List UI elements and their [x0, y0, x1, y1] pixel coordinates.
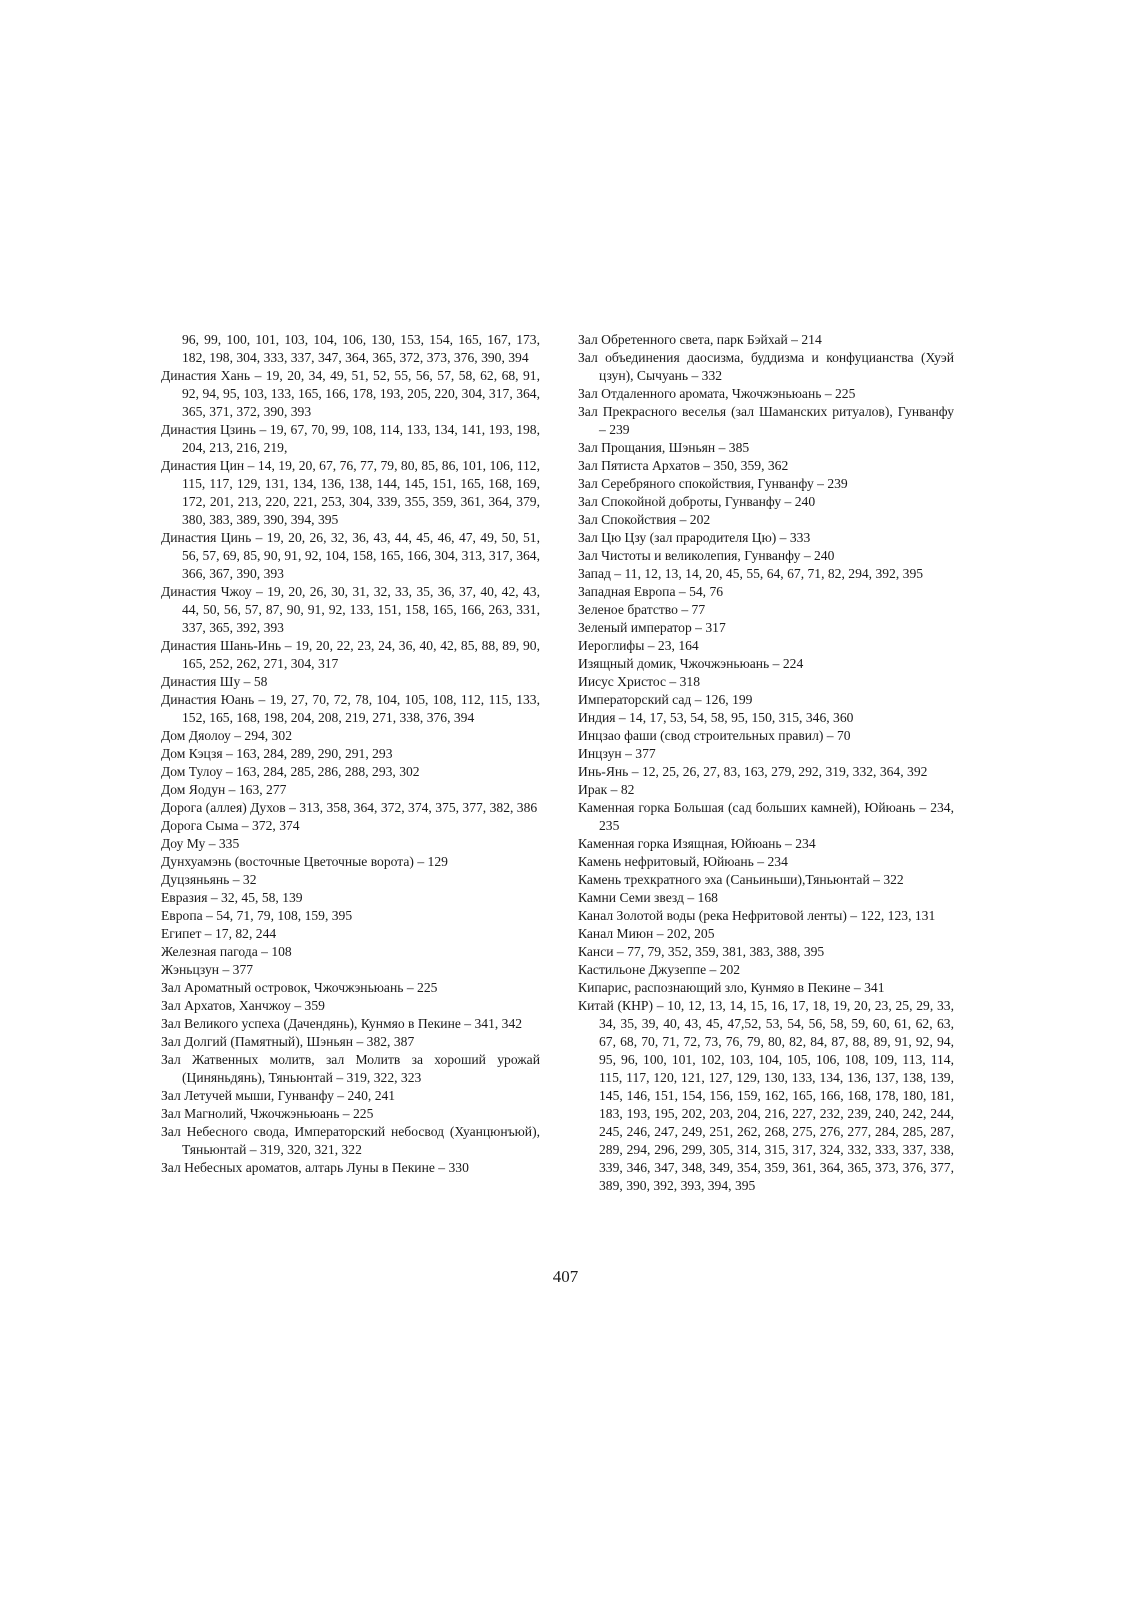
index-entry: Каменная горка Изящная, Юйюань – 234: [578, 836, 816, 851]
index-entry: Зал Небесного свода, Императорский небосвод (Хуанцюнъюй), Тяньюнтай – 319, 320, 321, 322: [161, 1124, 540, 1157]
index-entry: Европа – 54, 71, 79, 108, 159, 395: [161, 908, 353, 923]
index-entry-continuation: 96, 99, 100, 101, 103, 104, 106, 130, 153, 154, 165, 167, 173, 182, 198, 304, 333, 337, 347, 364, 365, 372, 373, 376, 390, 394: [182, 332, 540, 365]
index-entry: Индия – 14, 17, 53, 54, 58, 95, 150, 315, 346, 360: [578, 710, 854, 725]
index-entry: Инцзао фаши (свод строительных правил) – 70: [578, 728, 851, 743]
index-entry: Железная пагода – 108: [161, 944, 292, 959]
index-entry: Зал Чистоты и великолепия, Гунванфу – 240: [578, 548, 835, 563]
index-entry: Зал Прощания, Шэньян – 385: [578, 440, 750, 455]
index-entry: Дом Тулоу – 163, 284, 285, 286, 288, 293, 302: [161, 764, 420, 779]
index-entry: Зал Долгий (Памятный), Шэньян – 382, 387: [161, 1034, 415, 1049]
index-entry: Дом Кэцзя – 163, 284, 289, 290, 291, 293: [161, 746, 393, 761]
index-entry: Зал Великого успеха (Дачендянь), Кунмяо в Пекине – 341, 342: [161, 1016, 523, 1031]
index-entry: Династия Хань – 19, 20, 34, 49, 51, 52, 55, 56, 57, 58, 62, 68, 91, 92, 94, 95, 103, 133, 165, 166, 178, 193, 205, 220, 304, 317, 364, 365, 371, 372, 390, 393: [161, 368, 540, 419]
index-entry: Иероглифы – 23, 164: [578, 638, 699, 653]
index-entry: Зал объединения даосизма, буддизма и конфуцианства (Хуэй цзун), Сычуань – 332: [578, 350, 954, 383]
index-entry: Династия Цинь – 19, 20, 26, 32, 36, 43, 44, 45, 46, 47, 49, 50, 51, 56, 57, 69, 85, 90, 91, 92, 104, 158, 165, 166, 304, 313, 317, 364, 366, 367, 390, 393: [161, 530, 540, 581]
index-entry: Зал Спокойной доброты, Гунванфу – 240: [578, 494, 816, 509]
index-entry: Династия Шу – 58: [161, 674, 268, 689]
index-entry: Императорский сад – 126, 199: [578, 692, 753, 707]
index-entry: Каменная горка Большая (сад больших камней), Юйюань – 234, 235: [578, 800, 954, 833]
index-entry: Канал Миюн – 202, 205: [578, 926, 715, 941]
page-number: 407: [552, 1267, 579, 1286]
index-entry: Зал Небесных ароматов, алтарь Луны в Пекине – 330: [161, 1160, 469, 1175]
index-entry: Доу Му – 335: [161, 836, 240, 851]
index-entry: Инцзун – 377: [578, 746, 656, 761]
index-entry: Дорога Сыма – 372, 374: [161, 818, 300, 833]
index-entry: Династия Шань-Инь – 19, 20, 22, 23, 24, 36, 40, 42, 85, 88, 89, 90, 165, 252, 262, 271, 304, 317: [161, 638, 540, 671]
index-entry: Дуцзяньянь – 32: [161, 872, 257, 887]
index-entry: Зал Жатвенных молитв, зал Молитв за хороший урожай (Циняньдянь), Тяньюнтай – 319, 322, 323: [161, 1052, 540, 1085]
index-entry: Династия Цзинь – 19, 67, 70, 99, 108, 114, 133, 134, 141, 193, 198, 204, 213, 216, 219,: [161, 422, 540, 455]
index-entry: Династия Чжоу – 19, 20, 26, 30, 31, 32, 33, 35, 36, 37, 40, 42, 43, 44, 50, 56, 57, 87, 90, 91, 92, 133, 151, 158, 165, 166, 263, 331, 337, 365, 392, 393: [161, 584, 540, 635]
index-entry: Зал Отдаленного аромата, Чжочжэньюань – 225: [578, 386, 856, 401]
index-entry: Китай (КНР) – 10, 12, 13, 14, 15, 16, 17, 18, 19, 20, 23, 25, 29, 33, 34, 35, 39, 40, 43, 45, 47,52, 53, 54, 56, 58, 59, 60, 61, 62, 63, 67, 68, 70, 71, 72, 73, 76, 79, 80, 82, 84, 87, 88, 89, 91, 92, 94, 95, 96, 100, 101, 102, 103, 104, 105, 106, 108, 109, 113, 114, 115, 117, 120, 121, 127, 129, 130, 133, 134, 136, 137, 138, 139, 145, 146, 151, 154, 156, 159, 162, 165, 166, 168, 178, 180, 181, 183, 193, 195, 202, 203, 204, 216, 227, 232, 239, 240, 242, 244, 245, 246, 247, 249, 251, 262, 268, 275, 276, 277, 284, 285, 287, 289, 294, 296, 299, 305, 314, 315, 317, 324, 332, 333, 337, 338, 339, 346, 347, 348, 349, 354, 359, 361, 364, 365, 373, 376, 377, 389, 390, 392, 393, 394, 395: [578, 998, 954, 1193]
index-entry: Зеленое братство – 77: [578, 602, 706, 617]
index-column-right: [578, 331, 954, 1195]
index-entry: Камень трехкратного эха (Саньиньши),Тяньюнтай – 322: [578, 872, 904, 887]
index-entry: Дом Яодун – 163, 277: [161, 782, 287, 797]
index-entry: Зал Пятиста Архатов – 350, 359, 362: [578, 458, 789, 473]
index-entry: Изящный домик, Чжочжэньюань – 224: [578, 656, 804, 671]
index-entry: Египет – 17, 82, 244: [161, 926, 277, 941]
index-entry: Зал Архатов, Ханчжоу – 359: [161, 998, 325, 1013]
index-entry: Зал Магнолий, Чжочжэньюань – 225: [161, 1106, 374, 1121]
index-entry: Дорога (аллея) Духов – 313, 358, 364, 372, 374, 375, 377, 382, 386: [161, 800, 538, 815]
index-entry: Канси – 77, 79, 352, 359, 381, 383, 388, 395: [578, 944, 825, 959]
index-entry: Инь-Янь – 12, 25, 26, 27, 83, 163, 279, 292, 319, 332, 364, 392: [578, 764, 928, 779]
index-entry: Дунхуамэнь (восточные Цветочные ворота) – 129: [161, 854, 448, 869]
index-entry: Зал Серебряного спокойствия, Гунванфу – 239: [578, 476, 848, 491]
index-entry: Запад – 11, 12, 13, 14, 20, 45, 55, 64, 67, 71, 82, 294, 392, 395: [578, 566, 924, 581]
index-entry: Жэньцзун – 377: [161, 962, 254, 977]
index-entry: Зал Ароматный островок, Чжочжэньюань – 225: [161, 980, 438, 995]
index-entry: Зал Обретенного света, парк Бэйхай – 214: [578, 332, 822, 347]
index-entry: Династия Цин – 14, 19, 20, 67, 76, 77, 79, 80, 85, 86, 101, 106, 112, 115, 117, 129, 131, 134, 136, 138, 144, 145, 151, 165, 168, 169, 172, 201, 213, 220, 221, 253, 304, 339, 355, 359, 361, 364, 379, 380, 383, 389, 390, 394, 395: [161, 458, 540, 527]
index-entry: Евразия – 32, 45, 58, 139: [161, 890, 303, 905]
index-entry: Ирак – 82: [578, 782, 635, 797]
index-entry: Иисус Христос – 318: [578, 674, 701, 689]
index-entry: Кастильоне Джузеппе – 202: [578, 962, 741, 977]
index-entry: Зал Летучей мыши, Гунванфу – 240, 241: [161, 1088, 396, 1103]
index-entry: Зал Прекрасного веселья (зал Шаманских ритуалов), Гунванфу – 239: [578, 404, 954, 437]
index-entry: Зал Спокойствия – 202: [578, 512, 711, 527]
index-entry: Камень нефритовый, Юйюань – 234: [578, 854, 788, 869]
index-entry: Династия Юань – 19, 27, 70, 72, 78, 104, 105, 108, 112, 115, 133, 152, 165, 168, 198, 204, 208, 219, 271, 338, 376, 394: [161, 692, 540, 725]
index-entry: Канал Золотой воды (река Нефритовой ленты) – 122, 123, 131: [578, 908, 936, 923]
index-entry: Дом Дяолоу – 294, 302: [161, 728, 292, 743]
index-entry: Западная Европа – 54, 76: [578, 584, 724, 599]
index-entry: Камни Семи звезд – 168: [578, 890, 718, 905]
index-column-left: [161, 331, 540, 1177]
index-entry: Зал Цю Цзу (зал прародителя Цю) – 333: [578, 530, 811, 545]
index-entry: Кипарис, распознающий зло, Кунмяо в Пекине – 341: [578, 980, 885, 995]
index-entry: Зеленый император – 317: [578, 620, 726, 635]
